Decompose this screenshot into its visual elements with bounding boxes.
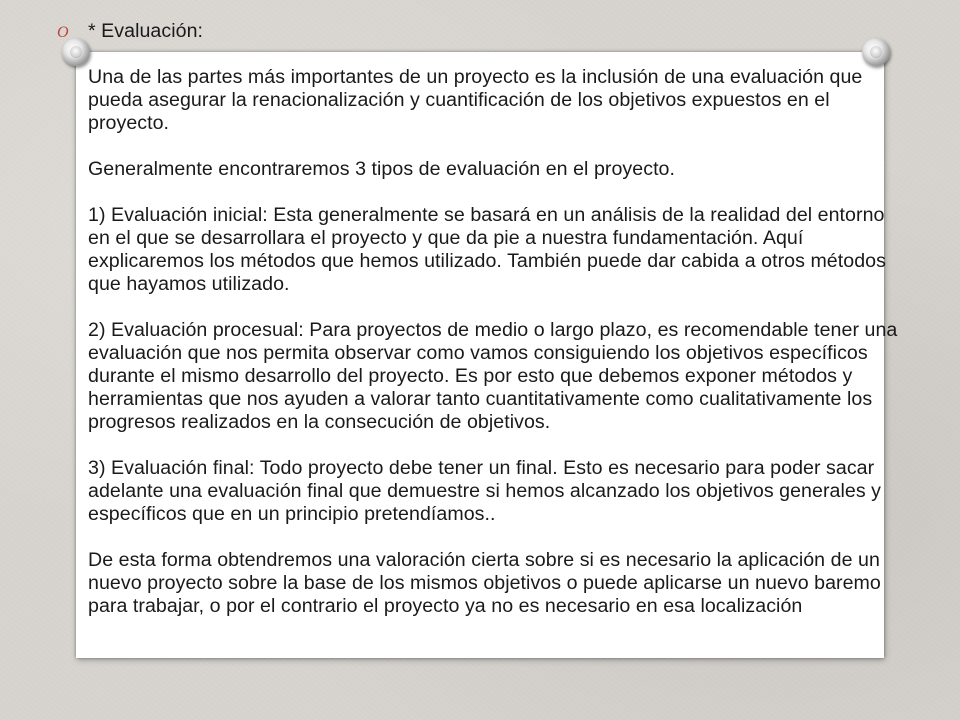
- paragraph-evaluacion-final: [88, 457, 908, 526]
- paragraph-evaluacion-procesual: [88, 319, 908, 434]
- paragraph-types: Generalmente encontraremos 3 tipos de evaluación en el proyecto.: [88, 158, 676, 180]
- bullet-icon: O: [57, 24, 69, 41]
- paragraph-evaluacion-inicial: [88, 204, 908, 296]
- slide-content: [88, 20, 908, 641]
- text-evaluacion-procesual: Para proyectos de medio o largo plazo, es recomendable tener una evaluación que nos permita observar como vamos consiguiendo los objetivos específicos durante el mismo desarrollo del proyecto. Es por esto que debemos exponer métodos y herramientas que nos ayuden a valorar tanto cuantitativamente como cualitativamente los progresos realizados en la consecución de objetivos.: [88, 319, 898, 433]
- pushpin-left-icon: [62, 38, 90, 66]
- label-evaluacion-final: 3) Evaluación final:: [88, 457, 255, 479]
- text-evaluacion-final: Todo proyecto debe tener un final. Esto es necesario para poder sacar adelante una evaluación final que demuestre si hemos alcanzado los objetivos generales y específicos que en un principio pretendíamos..: [88, 457, 882, 525]
- paragraph-intro: Una de las partes más importantes de un proyecto es la inclusión de una evaluación que pueda asegurar la renacionalización y cuantificación de los objetivos expuestos en el proyecto.: [88, 66, 863, 134]
- text-evaluacion-inicial: Esta generalmente se basará en un análisis de la realidad del entorno en el que se desarrollara el proyecto y que da pie a nuestra fundamentación. Aquí explicaremos los métodos que hemos utilizado. También puede dar cabida a otros métodos que hayamos utilizado.: [88, 204, 886, 295]
- label-evaluacion-inicial: 1) Evaluación inicial:: [88, 204, 268, 226]
- section-heading: * Evaluación:: [88, 20, 204, 42]
- label-evaluacion-procesual: 2) Evaluación procesual:: [88, 319, 304, 341]
- paragraph-conclusion: De esta forma obtendremos una valoración cierta sobre si es necesario la aplicación de un nuevo proyecto sobre la base de los mismos objetivos o puede aplicarse un nuevo baremo para trabajar, o por el contrario el proyecto ya no es necesario en esa localización: [88, 549, 881, 617]
